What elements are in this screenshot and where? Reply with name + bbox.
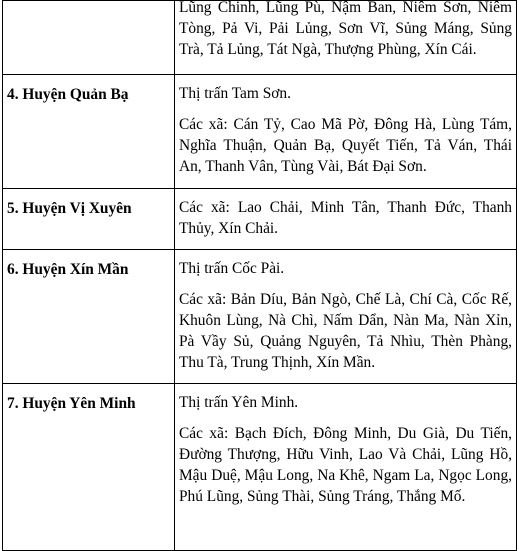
town-paragraph: Thị trấn Cốc Pài. bbox=[179, 260, 285, 277]
communes-cell bbox=[175, 250, 517, 384]
district-name-cell: 6. Huyện Xín Mần bbox=[3, 250, 175, 384]
communes-paragraph: Các xã: Lao Chải, Minh Tân, Thanh Đức, Thanh Thủy, Xín Chải. bbox=[179, 199, 512, 237]
communes-paragraph: Các xã: Cán Tỷ, Cao Mã Pờ, Đông Hà, Lùng Tám, Nghĩa Thuận, Quản Bạ, Quyết Tiến, Tả Ván, Thái An, Thanh Vân, Tùng Vài, Bát Đại Sơn. bbox=[179, 116, 512, 175]
table-row bbox=[3, 384, 517, 551]
district-name-cell: 4. Huyện Quản Bạ bbox=[3, 75, 175, 189]
table-row bbox=[3, 75, 517, 189]
district-commune-table bbox=[2, 0, 517, 551]
communes-paragraph: Lũng Chinh, Lũng Pù, Nậm Ban, Niêm Sơn, Niêm Tòng, Pả Vi, Pải Lủng, Sơn Vĩ, Sủng Máng, Sủng Trà, Tả Lủng, Tát Ngà, Thượng Phùng, Xín Cái. bbox=[179, 0, 512, 58]
district-name-cell bbox=[3, 1, 175, 75]
district-name-cell: 5. Huyện Vị Xuyên bbox=[3, 189, 175, 250]
communes-cell bbox=[175, 189, 517, 250]
communes-paragraph: Các xã: Bản Díu, Bản Ngò, Chế Là, Chí Cà, Cốc Rế, Khuôn Lùng, Nà Chì, Nấm Dẩn, Nàn Ma, Nàn Xỉn, Pà Vầy Sủ, Quảng Nguyên, Tả Nhìu, Thèn Phàng, Thu Tà, Trung Thịnh, Xín Mần. bbox=[179, 291, 512, 371]
communes-paragraph: Các xã: Bạch Đích, Đông Minh, Du Già, Du Tiến, Đường Thượng, Hữu Vinh, Lao Và Chải, Lũng Hồ, Mậu Duệ, Mậu Long, Na Khê, Ngam La, Ngọc Long, Phú Lũng, Sủng Thài, Sủng Tráng, Thắng Mố. bbox=[179, 425, 512, 505]
communes-cell bbox=[175, 75, 517, 189]
town-paragraph: Thị trấn Tam Sơn. bbox=[179, 85, 291, 102]
table-row bbox=[3, 189, 517, 250]
district-name-cell: 7. Huyện Yên Minh bbox=[3, 384, 175, 551]
table-row bbox=[3, 1, 517, 75]
communes-cell bbox=[175, 384, 517, 551]
table-row bbox=[3, 250, 517, 384]
town-paragraph: Thị trấn Yên Minh. bbox=[179, 394, 299, 411]
communes-cell bbox=[175, 1, 517, 75]
